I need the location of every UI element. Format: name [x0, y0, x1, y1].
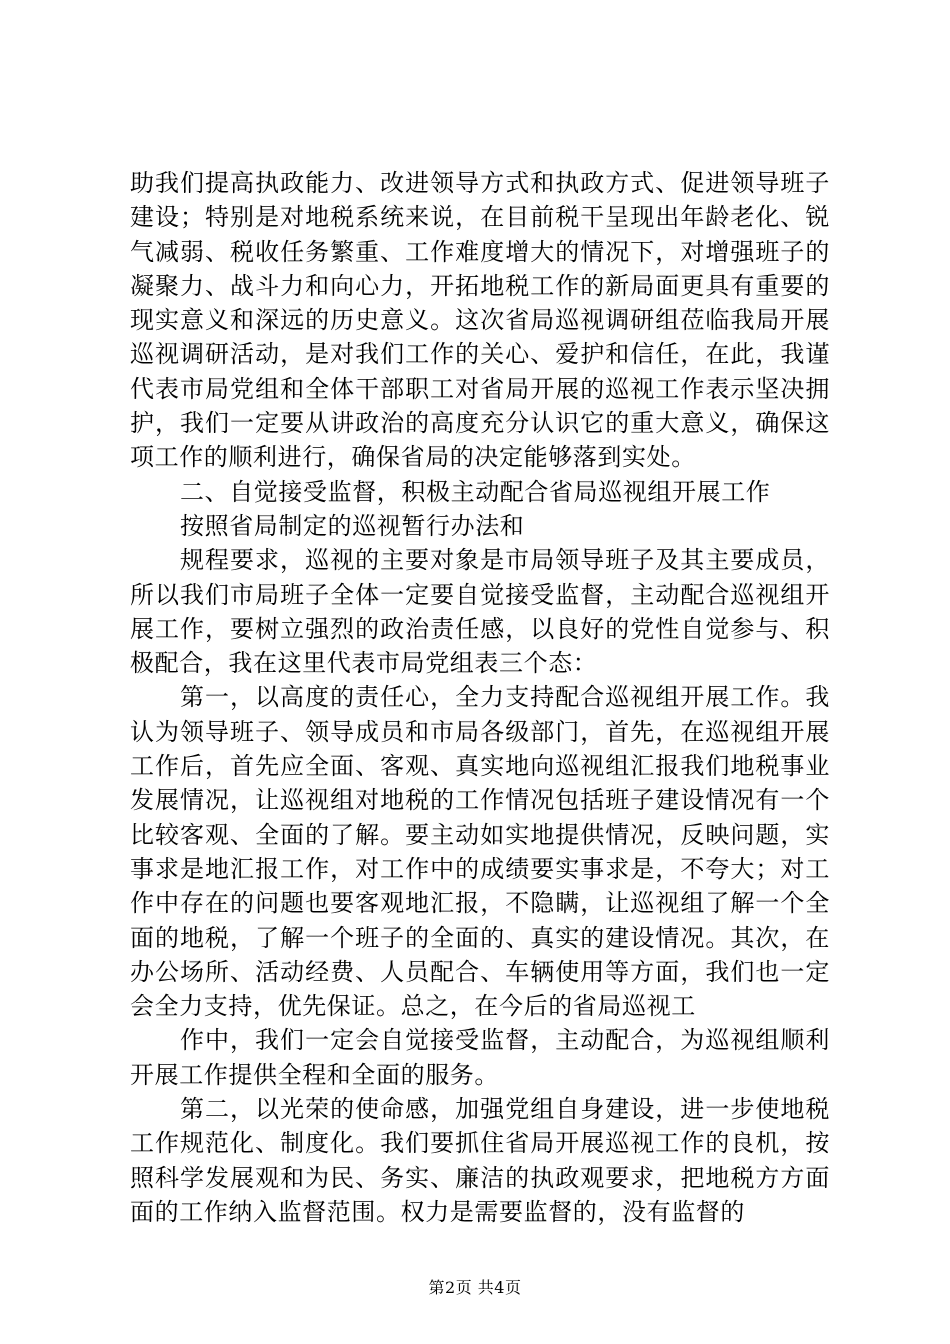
paragraph-point-two: 第二，以光荣的使命感，加强党组自身建设，进一步使地税工作规范化、制度化。我们要抓住省局开展巡视工作的良机，按照科学发展观和为民、务实、廉洁的执政观要求，把地税方方面面的工作纳入监督范围。权力是需要监督的，没有监督的	[130, 1095, 830, 1226]
paragraph-continuation: 助我们提高执政能力、改进领导方式和执政方式、促进领导班子建设；特别是对地税系统来说，在目前税干呈现出年龄老化、锐气减弱、税收任务繁重、工作难度增大的情况下，对增强班子的凝聚力、战斗力和向心力，开拓地税工作的新局面更具有重要的现实意义和深远的历史意义。这次省局巡视调研组莅临我局开展巡视调研活动，是对我们工作的关心、爱护和信任，在此，我谨代表市局党组和全体干部职工对省局开展的巡视工作表示坚决拥护，我们一定要从讲政治的高度充分认识它的重大意义，确保这项工作的顺利进行，确保省局的决定能够落到实处。	[130, 169, 830, 472]
paragraph-point-one-cont: 作中，我们一定会自觉接受监督，主动配合，为巡视组顺利开展工作提供全程和全面的服务。	[130, 1026, 830, 1089]
paragraph-fragment: 按照省局制定的巡视暂行办法和	[180, 511, 525, 540]
paragraph-requirements: 规程要求，巡视的主要对象是市局领导班子及其主要成员，所以我们市局班子全体一定要自觉接受监督，主动配合巡视组开展工作，要树立强烈的政治责任感，以良好的党性自觉参与、积极配合，我在这里代表市局党组表三个态：	[130, 546, 830, 678]
page-number-footer: 第2页 共4页	[428, 1278, 522, 1297]
document-body	[130, 166, 830, 1229]
paragraph-point-one: 第一，以高度的责任心，全力支持配合巡视组开展工作。我认为领导班子、领导成员和市局各级部门，首先，在巡视组开展工作后，首先应全面、客观、真实地向巡视组汇报我们地税事业发展情况，让巡视组对地税的工作情况包括班子建设情况有一个比较客观、全面的了解。要主动如实地提供情况，反映问题，实事求是地汇报工作，对工作中的成绩要实事求是，不夸大；对工作中存在的问题也要客观地汇报，不隐瞒，让巡视组了解一个全面的地税，了解一个班子的全面的、真实的建设情况。其次，在办公场所、活动经费、人员配合、车辆使用等方面，我们也一定会全力支持，优先保证。总之，在今后的省局巡视工	[130, 683, 830, 1021]
section-heading: 二、自觉接受监督，积极主动配合省局巡视组开展工作	[180, 477, 771, 506]
